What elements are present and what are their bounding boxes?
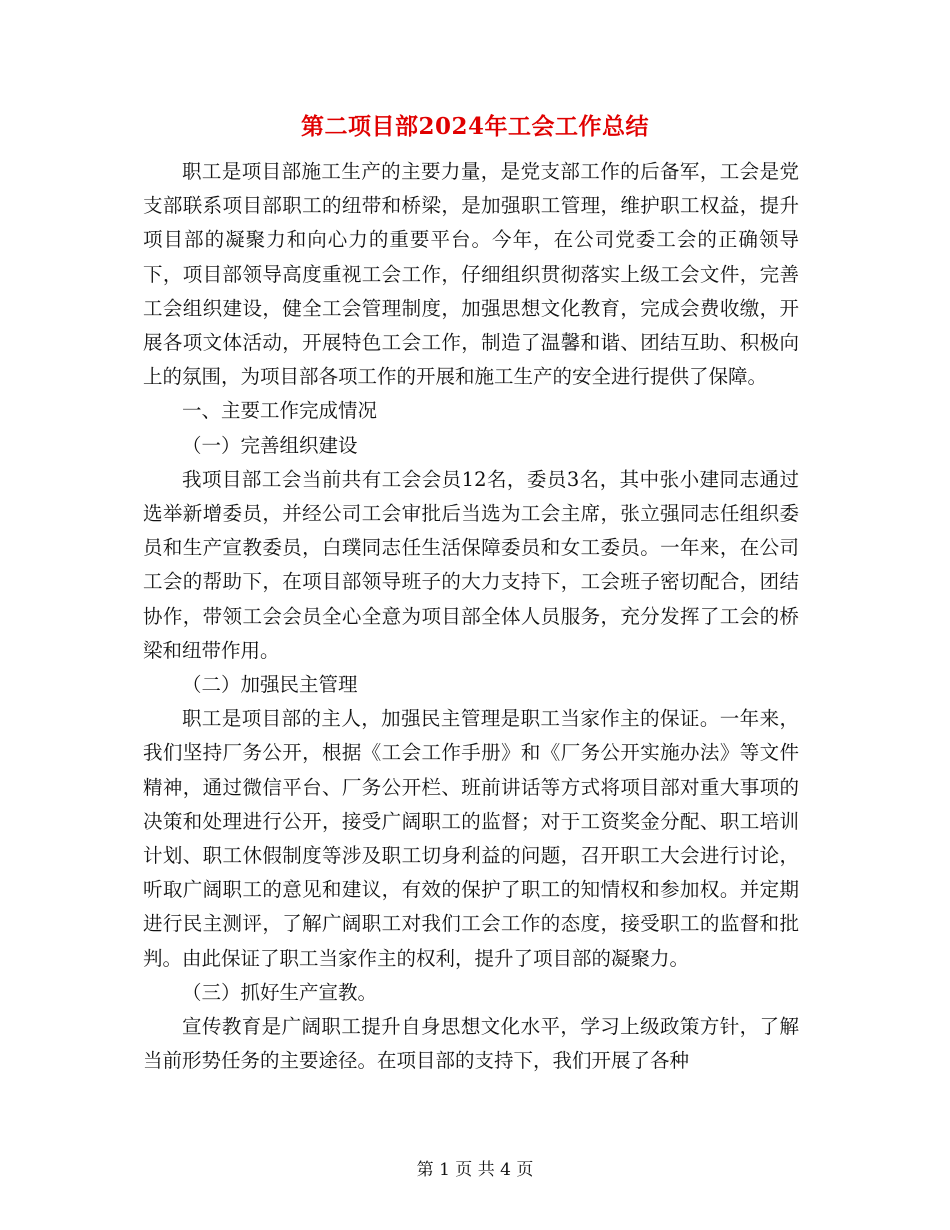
body-paragraph-democratic-management: 职工是项目部的主人，加强民主管理是职工当家作主的保证。一年来，我们坚持厂务公开，根据《工会工作手册》和《厂务公开实施办法》等文件精神，通过微信平台、厂务公开栏、班前讲话等方式将项目部对重大事项的决策和处理进行公开，接受广阔职工的监督；对于工资奖金分配、职工培训计划、职工休假制度等涉及职工切身利益的问题，召开职工大会进行讨论，听取广阔职工的意见和建议，有效的保护了职工的知情权和参加权。并定期进行民主测评，了解广阔职工对我们工会工作的态度，接受职工的监督和批判。由此保证了职工当家作主的权利，提升了项目部的凝聚力。 <box>143 707 799 970</box>
subsection-heading-organization: （一）完善组织建设 <box>182 433 358 457</box>
page-number-footer: 第 1 页 共 4 页 <box>416 1160 534 1180</box>
body-paragraph-intro: 职工是项目部施工生产的主要力量，是党支部工作的后备军，工会是党支部联系项目部职工的纽带和桥梁，是加强职工管理，维护职工权益，提升项目部的凝聚力和向心力的重要平台。今年，在公司党委工会的正确领导下，项目部领导高度重视工会工作，仔细组织贯彻落实上级工会文件，完善工会组织建设，健全工会管理制度，加强思想文化教育，完成会费收缴，开展各项文体活动，开展特色工会工作，制造了温馨和谐、团结互助、积极向上的氛围，为项目部各项工作的开展和施工生产的安全进行提供了保障。 <box>143 160 799 389</box>
body-paragraph-organization: 我项目部工会当前共有工会会员12名，委员3名，其中张小建同志通过选举新增委员，并经公司工会审批后当选为工会主席，张立强同志任组织委员和生产宣教委员，白璞同志任生活保障委员和女工委员。一年来，在公司工会的帮助下，在项目部领导班子的大力支持下，工会班子密切配合，团结协作，带领工会会员全心全意为项目部全体人员服务，充分发挥了工会的桥梁和纽带作用。 <box>143 467 799 662</box>
body-paragraph-production-education: 宣传教育是广阔职工提升自身思想文化水平，学习上级政策方针，了解当前形势任务的主要途径。在项目部的支持下，我们开展了各种 <box>143 1015 799 1073</box>
subsection-heading-democratic-management: （二）加强民主管理 <box>182 673 358 697</box>
subsection-heading-production-education: （三）抓好生产宣教。 <box>182 980 378 1004</box>
document-title: 第二项目部2024年工会工作总结 <box>300 113 649 140</box>
document-body <box>143 155 799 1078</box>
section-heading-main-work: 一、主要工作完成情况 <box>182 399 378 423</box>
